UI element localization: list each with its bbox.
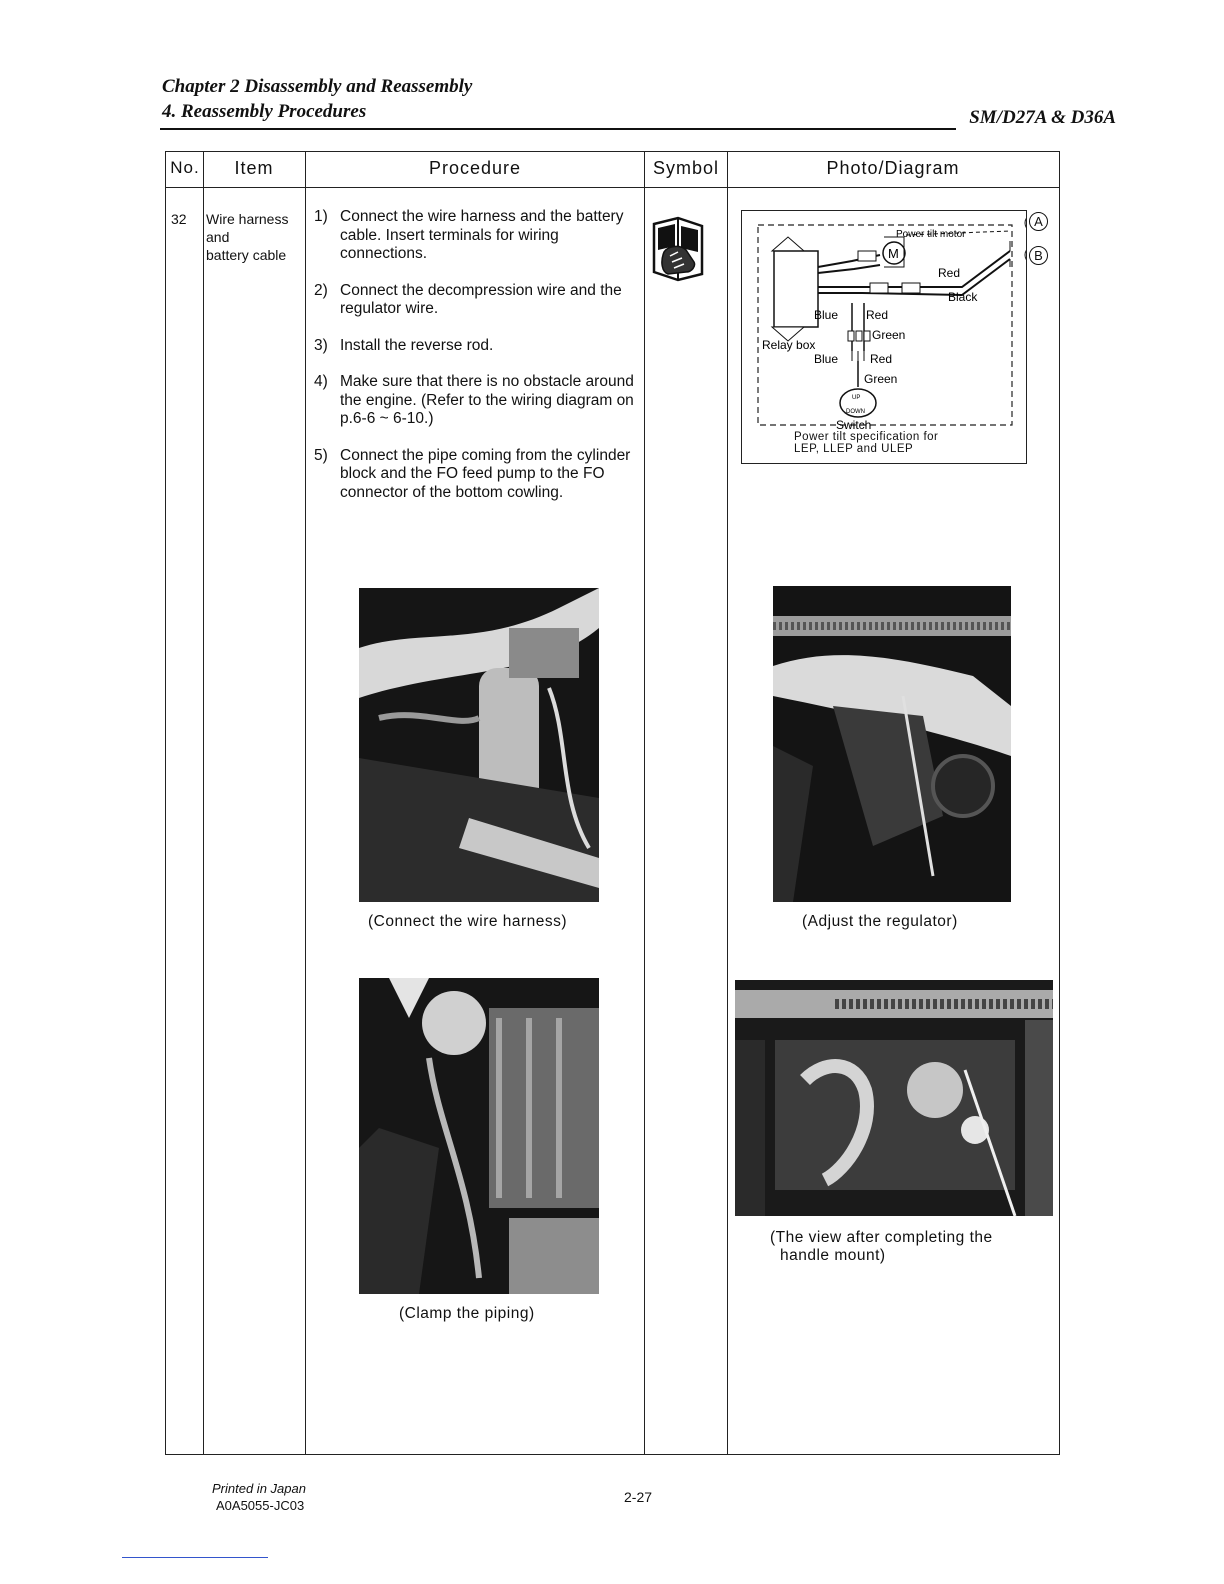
printed-in-label: Printed in Japan <box>212 1481 306 1496</box>
step-text: Install the reverse rod. <box>340 336 494 354</box>
procedure-step <box>314 373 644 429</box>
col-header-item: Item <box>234 158 274 178</box>
col-divider <box>203 152 204 1454</box>
section-title: 4. Reassembly Procedures <box>162 101 367 122</box>
step-number: 3) <box>314 336 328 354</box>
procedure-step <box>314 282 644 319</box>
diagram-caption-line: LEP, LLEP and ULEP <box>794 443 914 455</box>
wire-label: Green <box>872 328 906 342</box>
col-header-no: No. <box>170 158 200 177</box>
col-divider <box>305 152 306 1454</box>
relay-box-label: Relay box <box>762 338 816 352</box>
step-text: Connect the wire harness and the battery cable. Insert terminals for wiring connections. <box>340 208 624 262</box>
footer-underline <box>122 1557 268 1558</box>
step-text: Connect the pipe coming from the cylinder block and the FO feed pump to the FO connector of the bottom cowling. <box>340 446 631 501</box>
page-number: 2-27 <box>624 1489 653 1505</box>
procedure-step <box>314 208 644 264</box>
col-divider <box>727 152 728 1454</box>
step-number: 2) <box>314 281 328 299</box>
procedure-step <box>314 337 644 356</box>
photo-handle-mount <box>735 980 1053 1216</box>
col-header-symbol: Symbol <box>652 158 720 178</box>
terminal-a-label: A <box>1029 212 1048 231</box>
step-number: 4) <box>314 373 328 390</box>
model-label: SM/D27A & D36A <box>969 107 1116 128</box>
wire-label: Red <box>870 352 893 366</box>
header-divider <box>166 187 1059 188</box>
item-line: battery cable <box>206 247 287 263</box>
manual-book-icon <box>650 216 706 282</box>
chapter-title: Chapter 2 Disassembly and Reassembly <box>162 76 473 97</box>
step-number: 5) <box>314 446 328 464</box>
wire-label: Red <box>866 308 889 322</box>
photo-caption: (Clamp the piping) <box>399 1305 535 1322</box>
motor-m-label: M <box>888 246 899 261</box>
col-divider <box>644 152 645 1454</box>
photo-caption: (Adjust the regulator) <box>802 913 958 930</box>
switch-down-label: DOWN <box>846 409 865 415</box>
item-line: Wire harness <box>206 211 289 227</box>
step-text: Make sure that there is no obstacle around the engine. (Refer to the wiring diagram on p.6-6 ~ 6-10.) <box>340 373 634 427</box>
switch-up-label: UP <box>852 395 861 401</box>
wire-label: Blue <box>814 352 839 366</box>
motor-label: Power tilt motor <box>896 229 966 240</box>
wire-label: Blue <box>814 308 839 322</box>
diagram-caption-line: Power tilt specification for <box>794 431 939 443</box>
col-header-photo: Photo/Diagram <box>826 158 960 178</box>
wire-label: Green <box>864 372 898 386</box>
step-number: 1) <box>314 208 328 225</box>
procedure-steps <box>314 208 644 520</box>
photo-adjust-regulator <box>773 586 1011 902</box>
photo-clamp-piping <box>359 978 599 1294</box>
row-number: 32 <box>171 211 187 227</box>
wiring-diagram <box>741 210 1027 464</box>
switch-label: Switch <box>836 418 872 432</box>
terminal-b-label: B <box>1029 246 1048 265</box>
procedure-step <box>314 447 644 503</box>
photo-caption <box>770 1229 993 1265</box>
step-text: Connect the decompression wire and the regulator wire. <box>340 281 622 317</box>
diagram-caption <box>794 431 938 455</box>
document-code: A0A5055-JC03 <box>216 1498 305 1513</box>
item-line: and <box>206 229 230 245</box>
photo-caption-line: handle mount) <box>780 1247 886 1264</box>
header-rule <box>160 128 956 130</box>
photo-caption-line: (The view after completing the <box>770 1229 993 1246</box>
procedure-table <box>165 151 1060 1455</box>
photo-caption: (Connect the wire harness) <box>368 913 568 930</box>
photo-wire-harness <box>359 588 599 902</box>
row-item <box>206 210 304 264</box>
wire-label: Black <box>948 290 978 304</box>
col-header-procedure: Procedure <box>428 158 522 178</box>
wire-label: Red <box>938 266 961 280</box>
